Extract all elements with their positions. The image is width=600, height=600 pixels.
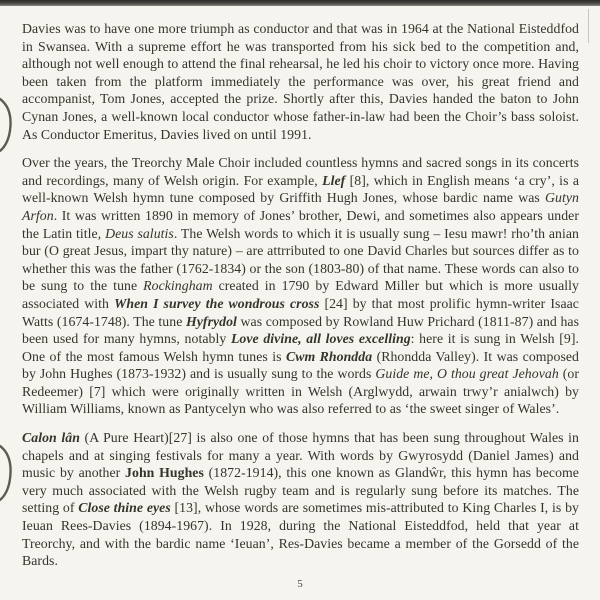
staple-mark-icon (0, 96, 15, 154)
text-segment-bolditalic: Calon lân (22, 430, 80, 446)
text-segment-normal: (Rhondda Valley). It was composed by John Hughes (1873-1932) and is usually sung to the words (22, 348, 579, 382)
text-segment-normal: [8], which in English means ‘a cry’, is a well-known Welsh hymn tune composed by Griffith Hugh Jones, whose bardic name was (22, 172, 579, 206)
text-segment-bold: John Hughes (125, 465, 204, 481)
text-segment-normal: : here it is sung in Welsh [9]. One of the most famous Welsh hymn tunes is (22, 331, 579, 364)
paragraph-hymns-overview (22, 154, 579, 418)
paragraph-davies-triumph (22, 20, 579, 143)
text-segment-italic: Gutyn Arfon (22, 190, 579, 223)
text-segment-italic: Rockingham (143, 278, 213, 294)
text-segment-bolditalic: When I survey the wondrous cross (114, 295, 320, 311)
text-segment-normal: [13], whose words are sometimes mis-attributed to King Charles I, is by Ieuan Rees-Davies (1894-1967). In 1928, during the National Eisteddfod, held that year at Treorchy, and with the bardic name ‘Ieuan’, Res-Davies became a member of the Gorsedd of the Bards. (22, 500, 579, 569)
text-segment-normal: was composed by Rowland Huw Prichard (1811-87) and has been used for many hymns, notably (22, 313, 579, 347)
text-segment-normal: (1872-1914), this one known as Glandŵr, this hymn has become very much associated with the Welsh rugby team and is regularly sung before its matches. The setting of (22, 465, 579, 516)
text-segment-bolditalic: Hyfrydol (185, 313, 237, 329)
scan-artifact-line (588, 9, 589, 43)
text-segment-normal: [24] by that most prolific hymn-writer Isaac Watts (1674-1748). The tune (22, 295, 579, 329)
paragraph-calon-lan (22, 429, 579, 570)
text-segment-normal: . It was written 1890 in memory of Jones’ brother, Dewi, and sometimes also appears under the Latin title, (22, 207, 579, 241)
scan-top-edge (0, 0, 600, 6)
staple-mark-icon (0, 442, 15, 504)
text-segment-bolditalic: Cwm Rhondda (285, 348, 373, 364)
text-segment-normal: . The Welsh words to which it is usually sung – Iesu mawr! rho’th anian bur (O great Jesus, impart thy nature) – are attrributed to one David Charles but sources differ as to whether this was the father (1762-1834) or the son (1803-80) of that name. These words can also to be sung to the tune (22, 225, 579, 294)
text-segment-bolditalic: Love divine, all loves excelling (230, 331, 411, 347)
text-segment-italic: Deus salutis (105, 225, 174, 241)
text-segment-italic: Guide me, O thou great Jehovah (375, 366, 559, 382)
text-segment-normal: Over the years, the Treorchy Male Choir included countless hymns and sacred songs in its concerts and recordings, many of Welsh origin. For example, (22, 155, 579, 188)
text-segment-bolditalic: Close thine eyes (78, 500, 171, 516)
text-segment-normal: (A Pure Heart)[27] is also one of those hymns that has been sung throughout Wales in chapels and at singing festivals for many a year. With words by Gwyrosydd (Daniel James) and music by another (22, 430, 579, 481)
text-segment-normal: created in 1790 by Edward Miller but which is more usually associated with (22, 278, 579, 311)
text-segment-bolditalic: Llef (322, 172, 346, 188)
text-segment-normal: (or Redeemer) [7] which were originally written in Welsh (Arglwydd, arwain trwy’r anialwch) by William Williams, known as Pantycelyn who was also referred to as ‘the sweet singer of Wales’. (22, 366, 579, 417)
page-text (22, 20, 579, 581)
page-number: 5 (297, 578, 303, 590)
text-segment-normal: Davies was to have one more triumph as conductor and that was in 1964 at the National Eisteddfod in Swansea. With a supreme effort he was transported from his sick bed to the competition and, although not well enough to attend the final rehearsal, he led his choir to victory once more. Having been taken from the platform immediately the performance was over, his great friend and accompanist, Tom Jones, accepted the prize. Shortly after this, Davies handed the baton to John Cynan Jones, a well-known local conductor whose father-in-law had been the Choir’s bass soloist. As Conductor Emeritus, Davies lived on until 1991. (22, 21, 579, 142)
